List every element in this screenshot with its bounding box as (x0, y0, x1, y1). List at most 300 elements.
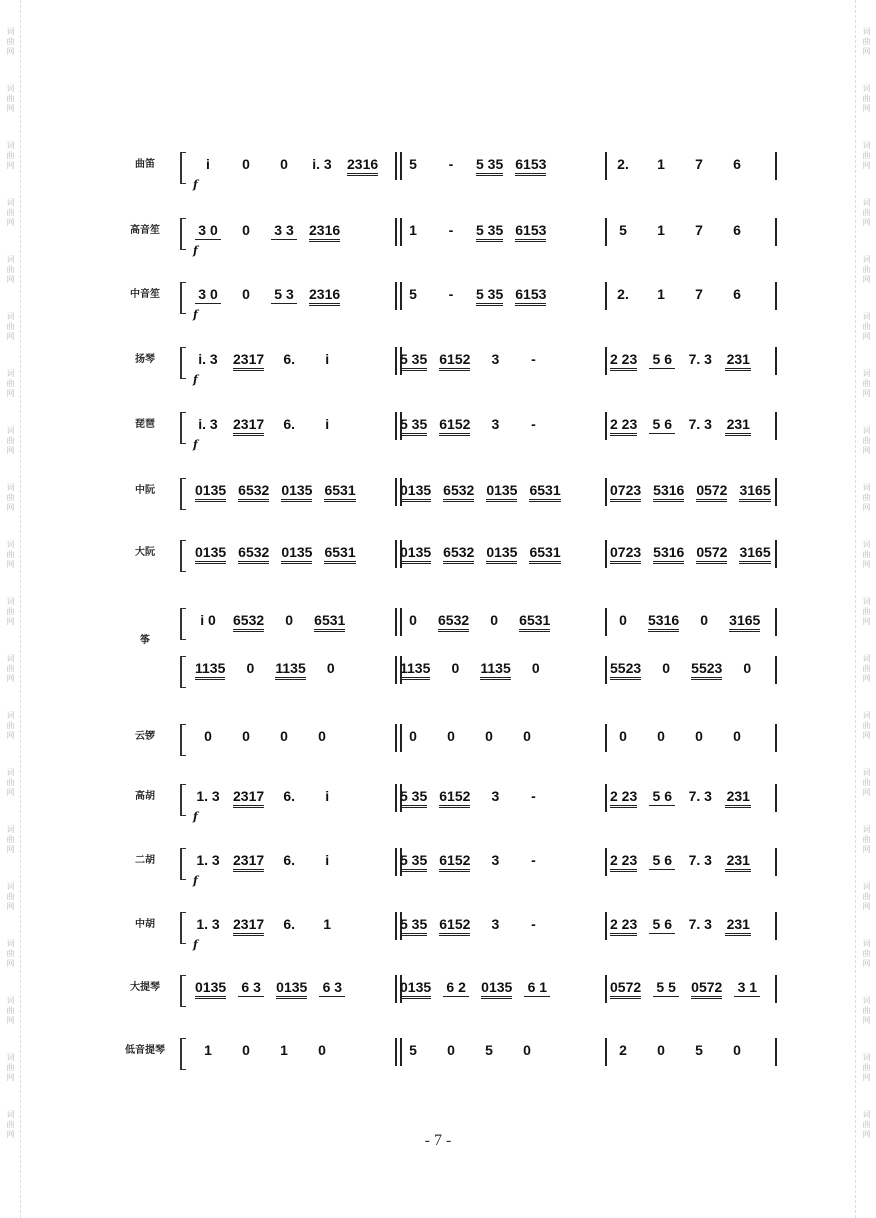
score-part-row (115, 282, 795, 342)
note-group: 0723 (610, 544, 641, 564)
barline (605, 347, 607, 375)
note-group: 0 (657, 728, 665, 744)
watermark-text: 词曲网 (6, 483, 15, 513)
note-group: 5316 (653, 482, 684, 502)
note-group: 7. 3 (688, 916, 712, 932)
note-group: 2317 (233, 916, 264, 936)
note-group: 0572 (696, 544, 727, 564)
note-group: 3165 (739, 482, 770, 502)
barline (605, 784, 607, 812)
note-group: 0 (662, 660, 671, 676)
note-group: 6153 (515, 156, 546, 176)
note-group: 0 (242, 222, 250, 238)
note-group: 2 23 (610, 416, 637, 436)
note-group: 0572 (691, 979, 722, 999)
barline (395, 848, 397, 876)
watermark-text: 词曲网 (6, 597, 15, 627)
barline (605, 152, 607, 180)
barline (605, 975, 607, 1003)
note-group: 0 (523, 728, 531, 744)
watermark-text: 词曲网 (6, 198, 15, 228)
note-group: 231 (725, 852, 751, 872)
note-group: i 0 (200, 612, 216, 628)
barline (605, 912, 607, 940)
note-group: 1. 3 (196, 788, 220, 804)
barline (395, 347, 397, 375)
instrument-name: 中胡 (135, 919, 155, 930)
watermark-text: 词曲网 (6, 426, 15, 456)
note-group: - (448, 286, 454, 302)
note-group: 5 (485, 1042, 493, 1058)
note-group: 5 5 (653, 979, 679, 997)
note-group: 7. 3 (688, 351, 712, 367)
barline-end (775, 412, 777, 440)
note-group: 6152 (439, 852, 470, 872)
dynamic-marking: f (193, 244, 198, 257)
dynamic-marking: f (193, 178, 198, 191)
watermark-text: 词曲网 (6, 711, 15, 741)
barline (395, 608, 397, 636)
staff-bracket (180, 724, 186, 756)
note-group: 0 (485, 728, 493, 744)
watermark-text: 词曲网 (6, 540, 15, 570)
dynamic-marking: f (193, 810, 198, 823)
left-margin-watermark (0, 0, 21, 1218)
note-group: 7. 3 (688, 416, 712, 432)
watermark-text: 词曲网 (862, 882, 871, 912)
note-group: 5 35 (476, 222, 503, 242)
note-group: 0 (326, 660, 335, 676)
barline-end (775, 848, 777, 876)
note-group: 6531 (324, 482, 355, 502)
note-group: 0 (695, 728, 703, 744)
watermark-text: 词曲网 (6, 27, 15, 57)
watermark-text: 词曲网 (6, 939, 15, 969)
note-group: 6531 (519, 612, 550, 632)
note-group: i (325, 416, 330, 432)
note-group: 6532 (238, 482, 269, 502)
barline-end (775, 478, 777, 506)
watermark-text: 词曲网 (862, 768, 871, 798)
barline (395, 975, 397, 1003)
note-group: 5 (619, 222, 627, 238)
note-group: 0135 (195, 482, 226, 502)
measure (610, 660, 876, 680)
staff-bracket (180, 540, 186, 572)
staff-bracket (180, 784, 186, 816)
note-group: 1 (657, 286, 665, 302)
note-group: 3 (491, 351, 500, 367)
barline (395, 1038, 397, 1066)
note-group: 6152 (439, 788, 470, 808)
note-group: 1. 3 (196, 852, 220, 868)
note-group: 2317 (233, 416, 264, 436)
score-part-row (115, 478, 795, 538)
note-group: 5 6 (649, 416, 675, 434)
note-group: 7 (695, 222, 703, 238)
note-group: 2 23 (610, 788, 637, 808)
note-group: - (531, 916, 536, 932)
watermark-text: 词曲网 (862, 597, 871, 627)
watermark-text: 词曲网 (862, 1110, 871, 1140)
measure (610, 222, 876, 238)
staff-bracket (180, 412, 186, 444)
watermark-text: 词曲网 (862, 1053, 871, 1083)
score-part-row (115, 218, 795, 278)
watermark-text: 词曲网 (862, 939, 871, 969)
note-group: - (531, 416, 536, 432)
dynamic-marking: f (193, 438, 198, 451)
note-group: 3 (491, 852, 500, 868)
note-group: 6 (733, 222, 741, 238)
note-group: 3 3 (271, 222, 297, 240)
barline (605, 412, 607, 440)
note-group: 2 23 (610, 351, 637, 371)
note-group: 231 (725, 351, 751, 371)
measure (610, 788, 876, 808)
note-group: 0 (619, 612, 627, 628)
note-group: 6. (283, 351, 295, 367)
note-group: 0 (318, 1042, 326, 1058)
note-group: 6 3 (238, 979, 264, 997)
barline (395, 412, 397, 440)
watermark-text: 词曲网 (6, 312, 15, 342)
note-group: 6532 (438, 612, 469, 632)
note-group: 0135 (281, 482, 312, 502)
barline (605, 656, 607, 684)
note-group: 1135 (275, 660, 305, 680)
score-part-row (115, 152, 795, 212)
note-group: 0135 (486, 482, 517, 502)
note-group: 6153 (515, 222, 546, 242)
watermark-text: 词曲网 (862, 141, 871, 171)
barline-end (775, 608, 777, 636)
instrument-name: 筝 (140, 635, 150, 646)
note-group: 2317 (233, 788, 264, 808)
note-group: 6532 (233, 612, 264, 632)
note-group: 6531 (314, 612, 345, 632)
score-part-row (115, 724, 795, 784)
score-part-row (115, 412, 795, 472)
instrument-name: 云锣 (135, 731, 155, 742)
barline (395, 282, 397, 310)
score-part-row (115, 784, 795, 844)
staff-bracket (180, 218, 186, 250)
watermark-text: 词曲网 (862, 198, 871, 228)
note-group: 7. 3 (688, 852, 712, 868)
note-group: 6153 (515, 286, 546, 306)
watermark-text: 词曲网 (862, 27, 871, 57)
note-group: 0 (523, 1042, 531, 1058)
note-group: 6532 (443, 482, 474, 502)
note-group: 0 (246, 660, 255, 676)
note-group: 2317 (233, 351, 264, 371)
note-group: 0 (318, 728, 326, 744)
barline-end (775, 282, 777, 310)
note-group: 0 (242, 156, 250, 172)
barline (395, 478, 397, 506)
note-group: 2316 (309, 286, 340, 306)
watermark-text: 词曲网 (862, 711, 871, 741)
note-group: 2 23 (610, 916, 637, 936)
note-group: 6 3 (319, 979, 345, 997)
note-group: 0 (409, 612, 417, 628)
note-group: 5 35 (400, 416, 427, 436)
instrument-name: 大提琴 (130, 982, 160, 993)
barline (395, 912, 397, 940)
watermark-text: 词曲网 (862, 540, 871, 570)
score-part-row (115, 912, 795, 972)
note-group: 231 (725, 416, 751, 436)
barline (395, 152, 397, 180)
note-group: 0 (447, 1042, 455, 1058)
note-group: 231 (725, 916, 751, 936)
measure (610, 916, 876, 936)
note-group: 0135 (195, 979, 226, 999)
score-part-row (115, 975, 795, 1035)
note-group: - (448, 156, 454, 172)
dynamic-marking: f (193, 373, 198, 386)
note-group: 6532 (443, 544, 474, 564)
watermark-text: 词曲网 (6, 654, 15, 684)
staff-bracket (180, 1038, 186, 1070)
staff-bracket (180, 912, 186, 944)
watermark-text: 词曲网 (6, 1053, 15, 1083)
watermark-text: 词曲网 (862, 84, 871, 114)
barline (395, 784, 397, 812)
note-group: 6 1 (524, 979, 550, 997)
note-group: 5 35 (400, 852, 427, 872)
watermark-text: 词曲网 (6, 996, 15, 1026)
note-group: 3165 (729, 612, 760, 632)
note-group: 5 35 (400, 916, 427, 936)
note-group: 3165 (739, 544, 770, 564)
measure (610, 852, 876, 872)
instrument-name: 曲笛 (135, 159, 155, 170)
watermark-text: 词曲网 (6, 882, 15, 912)
note-group: 5 35 (476, 156, 503, 176)
note-group: 5 (409, 156, 417, 172)
note-group: 0135 (276, 979, 307, 999)
staff-bracket (180, 848, 186, 880)
instrument-name: 琵琶 (135, 419, 155, 430)
barline (605, 608, 607, 636)
barline (395, 724, 397, 752)
note-group: - (531, 788, 536, 804)
note-group: 0 (743, 660, 752, 676)
note-group: 0135 (400, 544, 431, 564)
note-group: - (531, 852, 536, 868)
note-group: i. 3 (198, 351, 218, 367)
note-group: 0 (733, 1042, 741, 1058)
watermark-text: 词曲网 (6, 255, 15, 285)
note-group: 2316 (347, 156, 378, 176)
note-group: 0 (447, 728, 455, 744)
note-group: 6152 (439, 351, 470, 371)
measure (610, 156, 876, 172)
dynamic-marking: f (193, 938, 198, 951)
note-group: 6531 (529, 482, 560, 502)
note-group: 0 (204, 728, 212, 744)
staff-bracket (180, 282, 186, 314)
note-group: 6. (283, 788, 295, 804)
note-group: 5 (695, 1042, 703, 1058)
score-part-row (115, 608, 795, 656)
barline-end (775, 724, 777, 752)
note-group: 0572 (610, 979, 641, 999)
note-group: 5 35 (400, 788, 427, 808)
barline-end (775, 152, 777, 180)
barline-end (775, 218, 777, 246)
note-group: 6152 (439, 416, 470, 436)
note-group: 3 1 (734, 979, 760, 997)
note-group: 3 0 (195, 222, 221, 240)
note-group: - (531, 351, 536, 367)
note-group: 6. (283, 916, 295, 932)
note-group: 5 6 (649, 852, 675, 870)
note-group: 0 (490, 612, 499, 628)
note-group: 0135 (195, 544, 226, 564)
note-group: 6. (283, 416, 295, 432)
note-group: 1. 3 (196, 916, 220, 932)
note-group: 0135 (281, 544, 312, 564)
note-group: 0 (285, 612, 294, 628)
score-part-row (115, 1038, 795, 1098)
note-group: 0 (733, 728, 741, 744)
barline-end (775, 975, 777, 1003)
note-group: 1 (323, 916, 332, 932)
note-group: 1 (280, 1042, 288, 1058)
note-group: 6532 (238, 544, 269, 564)
note-group: 0135 (400, 979, 431, 999)
note-group: 5 6 (649, 916, 675, 934)
note-group: 3 (491, 788, 500, 804)
barline-end (775, 912, 777, 940)
right-margin-watermark (855, 0, 876, 1218)
watermark-text: 词曲网 (6, 369, 15, 399)
page-number: - 7 - (424, 1132, 452, 1149)
watermark-text: 词曲网 (6, 141, 15, 171)
note-group: 2. (617, 156, 629, 172)
note-group: 2 (619, 1042, 627, 1058)
note-group: 5523 (610, 660, 641, 680)
watermark-text: 词曲网 (862, 996, 871, 1026)
note-group: 0 (700, 612, 709, 628)
note-group: 2316 (309, 222, 340, 242)
watermark-text: 词曲网 (862, 312, 871, 342)
note-group: 0 (280, 156, 288, 172)
staff-bracket (180, 152, 186, 184)
note-group: 0135 (486, 544, 517, 564)
watermark-text: 词曲网 (862, 369, 871, 399)
note-group: 0 (242, 1042, 250, 1058)
note-group: 6531 (529, 544, 560, 564)
note-group: 6531 (324, 544, 355, 564)
measure (610, 612, 876, 632)
barline-end (775, 1038, 777, 1066)
score-part-row (115, 540, 795, 600)
note-group: 0 (619, 728, 627, 744)
dynamic-marking: f (193, 874, 198, 887)
note-group: i. 3 (198, 416, 218, 432)
note-group: 7 (695, 156, 703, 172)
instrument-name: 大阮 (135, 547, 155, 558)
note-group: 5 35 (400, 351, 427, 371)
note-group: 1 (657, 156, 665, 172)
note-group: 5 6 (649, 351, 675, 369)
note-group: i (325, 788, 330, 804)
watermark-text: 词曲网 (862, 654, 871, 684)
staff-bracket (180, 478, 186, 510)
barline-end (775, 784, 777, 812)
note-group: 1 (657, 222, 665, 238)
note-group: i (206, 156, 210, 172)
note-group: 3 (491, 416, 500, 432)
staff-bracket (180, 347, 186, 379)
instrument-name: 扬琴 (135, 354, 155, 365)
note-group: - (448, 222, 454, 238)
barline (395, 218, 397, 246)
note-group: 2317 (233, 852, 264, 872)
instrument-name: 中阮 (135, 485, 155, 496)
measure (610, 1042, 876, 1058)
note-group: 5 (409, 1042, 417, 1058)
note-group: 231 (725, 788, 751, 808)
staff-bracket (180, 656, 186, 688)
note-group: i (325, 852, 330, 868)
barline (605, 282, 607, 310)
watermark-text: 词曲网 (862, 255, 871, 285)
barline (605, 724, 607, 752)
note-group: 5316 (648, 612, 679, 632)
note-group: 0 (242, 286, 250, 302)
barline-end (775, 656, 777, 684)
barline (605, 218, 607, 246)
measure (610, 482, 876, 502)
note-group: 0135 (481, 979, 512, 999)
note-group: 6 (733, 286, 741, 302)
barline (605, 540, 607, 568)
score-part-row (115, 656, 795, 704)
note-group: 1135 (195, 660, 225, 680)
note-group: 6 (733, 156, 741, 172)
measure (610, 351, 876, 371)
watermark-text: 词曲网 (6, 825, 15, 855)
note-group: 7 (695, 286, 703, 302)
note-group: 5 35 (476, 286, 503, 306)
score-part-row (115, 347, 795, 407)
watermark-text: 词曲网 (6, 768, 15, 798)
measure (610, 544, 876, 564)
staff-bracket (180, 975, 186, 1007)
barline (605, 848, 607, 876)
note-group: 6 2 (443, 979, 469, 997)
note-group: 5523 (691, 660, 722, 680)
note-group: 0723 (610, 482, 641, 502)
note-group: 0 (409, 728, 417, 744)
note-group: 1 (409, 222, 417, 238)
note-group: 1135 (400, 660, 430, 680)
note-group: 7. 3 (688, 788, 712, 804)
instrument-name: 高音笙 (130, 225, 160, 236)
note-group: 0572 (696, 482, 727, 502)
instrument-name: 中音笙 (130, 289, 160, 300)
barline-end (775, 540, 777, 568)
note-group: 0 (531, 660, 540, 676)
measure (610, 286, 876, 302)
staff-bracket (180, 608, 186, 640)
barline (605, 478, 607, 506)
